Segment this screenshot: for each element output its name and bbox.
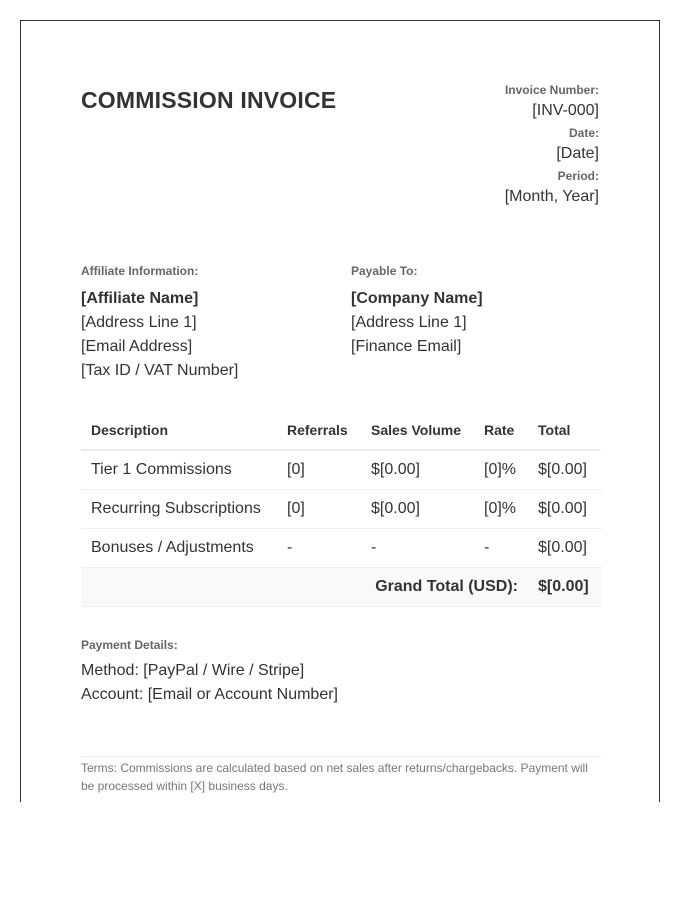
- payment-method: Method: [PayPal / Wire / Stripe]: [81, 662, 305, 679]
- invoice-number-label: Invoice Number:: [504, 83, 599, 97]
- invoice-document: [20, 20, 660, 802]
- table-header-row: [81, 410, 601, 450]
- invoice-title: COMMISSION INVOICE: [81, 87, 337, 113]
- finance-email: [Finance Email]: [351, 338, 462, 355]
- payment-details-label: Payment Details:: [81, 638, 178, 652]
- affiliate-email: [Email Address]: [81, 338, 193, 355]
- affiliate-address: [Address Line 1]: [81, 314, 197, 331]
- terms-note: Terms: Commissions are calculated based on net sales after returns/chargebacks. Payment will be processed within [X] business days.: [81, 756, 601, 795]
- table-row: [81, 490, 601, 529]
- column-header-total: Total: [528, 410, 601, 450]
- row-description: Recurring Subscriptions: [81, 490, 277, 529]
- commission-table: [81, 410, 601, 607]
- row-sales-volume: -: [361, 529, 474, 568]
- column-header-description: Description: [81, 410, 277, 450]
- affiliate-tax-id: [Tax ID / VAT Number]: [81, 362, 239, 379]
- column-header-rate: Rate: [474, 410, 528, 450]
- invoice-period: [Month, Year]: [504, 188, 599, 205]
- period-label: Period:: [557, 169, 599, 183]
- affiliate-information: [81, 264, 238, 383]
- row-sales-volume: $[0.00]: [361, 450, 474, 490]
- grand-total-label: Grand Total (USD):: [81, 568, 528, 607]
- row-rate: [0]%: [474, 450, 528, 490]
- invoice-meta: [505, 83, 599, 212]
- column-header-referrals: Referrals: [277, 410, 361, 450]
- row-total: $[0.00]: [528, 529, 601, 568]
- row-sales-volume: $[0.00]: [361, 490, 474, 529]
- payable-to: [351, 264, 483, 359]
- company-name: [Company Name]: [351, 290, 483, 307]
- row-referrals: [0]: [277, 450, 361, 490]
- row-total: $[0.00]: [528, 490, 601, 529]
- date-label: Date:: [568, 126, 599, 140]
- row-total: $[0.00]: [528, 450, 601, 490]
- row-referrals: -: [277, 529, 361, 568]
- payment-details: [81, 638, 338, 707]
- payable-to-label: Payable To:: [351, 264, 418, 278]
- table-row: [81, 529, 601, 568]
- company-address: [Address Line 1]: [351, 314, 467, 331]
- column-header-sales-volume: Sales Volume: [361, 410, 474, 450]
- invoice-number: [INV-000]: [532, 102, 599, 119]
- row-rate: [0]%: [474, 490, 528, 529]
- row-description: Tier 1 Commissions: [81, 450, 277, 490]
- invoice-date: [Date]: [556, 145, 599, 162]
- row-rate: -: [474, 529, 528, 568]
- row-description: Bonuses / Adjustments: [81, 529, 277, 568]
- payment-account: Account: [Email or Account Number]: [81, 686, 338, 703]
- grand-total-value: $[0.00]: [528, 568, 601, 607]
- affiliate-name: [Affiliate Name]: [81, 290, 199, 307]
- row-referrals: [0]: [277, 490, 361, 529]
- grand-total-row: [81, 568, 601, 607]
- table-row: [81, 450, 601, 490]
- affiliate-information-label: Affiliate Information:: [81, 264, 199, 278]
